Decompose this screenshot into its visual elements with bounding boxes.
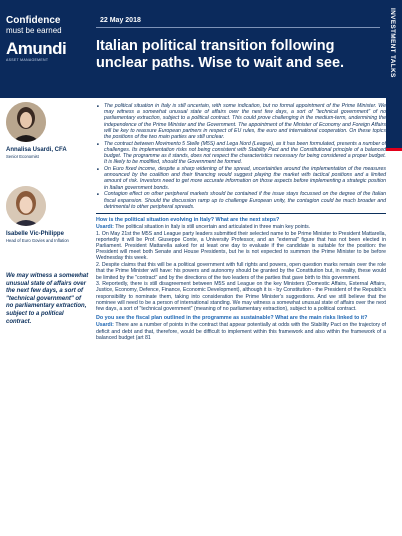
question-1: How is the political situation evolving in Italy? What are the next steps? — [96, 216, 280, 223]
portrait-icon — [6, 102, 46, 142]
side-tab-label: INVESTMENT TALKS — [389, 8, 396, 78]
author-2-role: Head of Euro Govies and Inflation — [6, 238, 69, 243]
author-2-photo — [6, 186, 46, 226]
answer-paragraph: 1. On May 21st the M5S and League party leaders submitted their selected name to be Prime Minister to President Mattarella, reportedly it will be Prof. Giuseppe Conte, a University Professor, and an "external" figure that has not been elected in Parliament. President Mattarella asked for at least one day to evaluate if the candidate is suitable for the position: the President will meet both Senate and House Presidents, but he is not expected to summon the Prime Minister to be before Wednesday this week. — [96, 230, 386, 262]
summary-bullet: ■ Contagion effect on other peripheral markets should be contained if the issue stays focussed on the degree of the Italian fiscal expansion. Should the discussion ramp up to challenge European unity, the contagion could be much broader and detrimental to other peripheral spreads. — [96, 191, 386, 210]
section-divider — [96, 213, 386, 214]
summary-bullets — [96, 103, 386, 210]
author-sidebar — [0, 98, 90, 536]
summary-bullet: ■ The contract between Movimento 5 Stelle (M5S) and Lega Nord (League), as it has been formulated, presents a number of challenges. Its implementation risks not being consistent with Stability Pact and the Constitutional principle of a balanced budget. The programme as it stands, does not respect the characteristics necessary for being considered a proper budget. It is likely to be modified, should the Government be formed. — [96, 141, 386, 166]
publication-date: 22 May 2018 — [100, 17, 141, 24]
answer-text: There are a number of points in the contract that appear potentially at odds with the Stability Pact on the trajectory of deficit and debt and that, therefore, would be difficult to implement within this framework and also within the framework of a balanced budget (art 81 — [96, 322, 386, 341]
speaker-label: Usardi: — [96, 322, 114, 329]
answer-paragraph — [96, 224, 386, 230]
summary-bullet: ■ The political situation in Italy is still uncertain, with some indication, but no formal appointment of the Prime Minister. We may witness a somewhat unusual state of affairs over the next few days, a sort of "technical government" of no parliamentary extraction, subject to a political contract. This could prove challenging in the medium-term, undermining the independence of the Prime Minister and the Government. The appointment of the Minister of Economy and Foreign Affairs will be key to reassure European partners in respect of EU rules, the euro and international cooperation. On these topics the positions of the two main parties are still unclear. — [96, 103, 386, 140]
logo-brand-sub: ASSET MANAGEMENT — [6, 58, 49, 62]
logo-tagline-2: must be earned — [6, 26, 62, 35]
answer-paragraph: 3. Reportedly, there is still disagreement between M5S and League on the key Ministers (Domestic Affairs, External Affairs, Justice, Economy, Defence, Finance, Economic Development), although it is - by Constitution - the President of the Republic's responsibility to nominate them, taking into consideration the Prime Minister's suggestions. And we still believe that the nominee will need to be a person of international standing. We may witness a somewhat unusual state of affairs over the next few days, a sort of "technical government" (meaning of no parliamentary extraction), subject to a political contract. — [96, 281, 386, 313]
amundi-logo — [6, 16, 90, 63]
speaker-label: Usardi: — [96, 223, 114, 230]
author-1 — [6, 102, 90, 159]
author-1-photo — [6, 102, 46, 142]
side-tab-marker — [386, 148, 402, 151]
answer-paragraph: 2. Despite claims that this will be a political government with full rights and powers, open question marks remain over the role that the Prime Minister will have: his powers and autonomy should be granted by the Constitution but, in reality, these would be limited by the "contract" and by the directions of the two leaders of the parties that gave birth to this government. — [96, 262, 386, 281]
question-2: Do you see the fiscal plan outlined in the programme as sustainable? What are the main risks linked to it? — [96, 315, 368, 322]
author-2 — [6, 186, 90, 243]
answer-text: The political situation in Italy is still uncertain and articulated in three main key points. — [113, 223, 311, 230]
author-1-role: Senior Economist — [6, 154, 39, 159]
summary-bullet: ■ On Euro fixed income, despite a sharp widening of the spread, uncertainties around the implementation of the measures announced by the coalition and their financing would suggest playing the market with tactical positions and a limited amount of risk. Investors need to get more accurate information on those aspects before implementing a strategic position in Italian government bonds. — [96, 166, 386, 191]
answer-paragraph — [96, 322, 386, 341]
logo-tagline-1: Confidence — [6, 15, 61, 26]
article-body — [96, 103, 386, 341]
date-divider — [96, 27, 380, 28]
portrait-icon — [6, 186, 46, 226]
logo-brand: Amundi — [6, 39, 67, 58]
author-2-name: Isabelle Vic-Philippe — [6, 231, 64, 237]
header-banner — [0, 0, 402, 98]
page-title: Italian political transition following unclear paths. Wise to wait and see. — [96, 38, 345, 71]
side-tab — [386, 0, 402, 148]
pull-quote: We may witness a somewhat unusual state of affairs over the next few days, a sort of "technical government" of no parliamentary extraction, subject to a political contract. — [6, 273, 89, 325]
author-1-name: Annalisa Usardi, CFA — [6, 147, 67, 153]
